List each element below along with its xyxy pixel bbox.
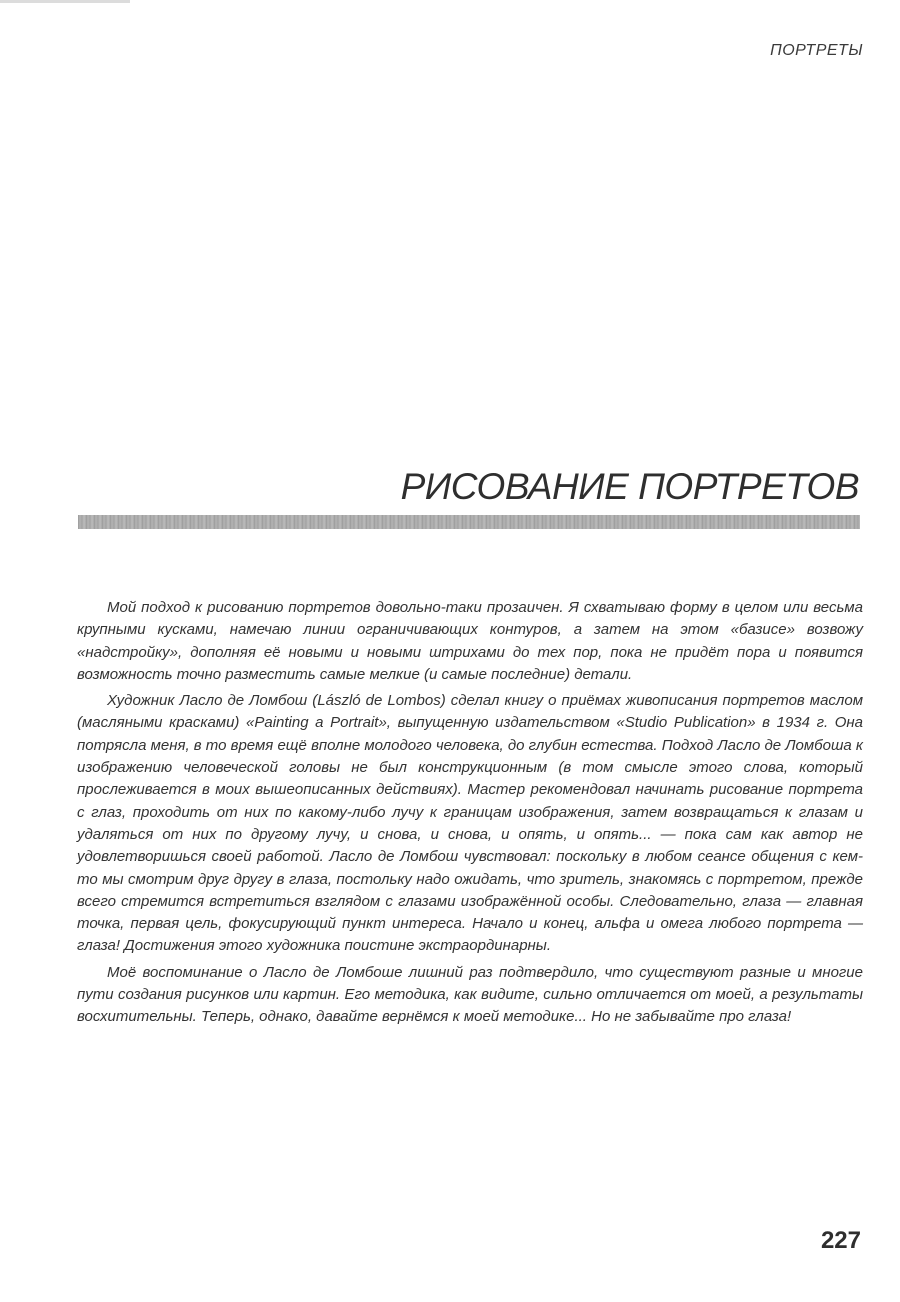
- paragraph-1: Мой подход к рисованию портретов довольно-таки прозаичен. Я схватываю форму в целом или весьма крупными кусками, намечаю линии ограничивающих контуров, а затем на этом «базисе» возвожу «надстройку», дополняя её новыми и новыми штрихами до тех пор, пока не придёт пора и появится возможность точно разместить самые мелкие (и самые последние) детали.: [77, 599, 863, 683]
- paragraph-3: Моё воспоминание о Ласло де Ломбоше лишний раз подтвердило, что существуют разные и многие пути создания рисунков или картин. Его методика, как видите, сильно отличается от моей, а результаты восхитительны. Теперь, однако, давайте вернёмся к моей методике... Но не забывайте про глаза!: [77, 963, 863, 1026]
- title-rule: [78, 515, 860, 529]
- chapter-title: РИСОВАНИЕ ПОРТРЕТОВ: [400, 466, 859, 507]
- page-number: 227: [820, 1227, 861, 1254]
- running-header: ПОРТРЕТЫ: [770, 42, 863, 59]
- top-edge-mark: [0, 0, 130, 3]
- body-text: [77, 597, 863, 1033]
- paragraph-2: Художник Ласло де Ломбош (László de Lombos) сделал книгу о приёмах живописания портретов маслом (масляными красками) «Painting a Portrait», выпущенную издательством «Studio Publication» в 1934 г. Она потрясла меня, в то время ещё вполне молодого человека, до глубин естества. Подход Ласло де Ломбоша к изображению человеческой головы не был конструкционным (в том смысле этого слова, который прослеживается в моих вышеописанных действиях). Мастер рекомендовал начинать рисование портрета с глаз, проходить от них по какому-либо лучу к границам изображения, затем возвращаться к глазам и удаляться от них по другому лучу, и снова, и снова, и опять, и опять... — пока сам как автор не удовлетворишься своей работой. Ласло де Ломбош чувствовал: поскольку в любом сеансе общения с кем-то мы смотрим друг другу в глаза, постольку надо ожидать, что зритель, знакомясь с портретом, прежде всего стремится встретиться взглядом с глазами изображённой особы. Следовательно, глаза — главная точка, первая цель, фокусирующий пункт интереса. Начало и конец, альфа и омега любого портрета — глаза! Достижения этого художника поистине экстраординарны.: [77, 692, 863, 955]
